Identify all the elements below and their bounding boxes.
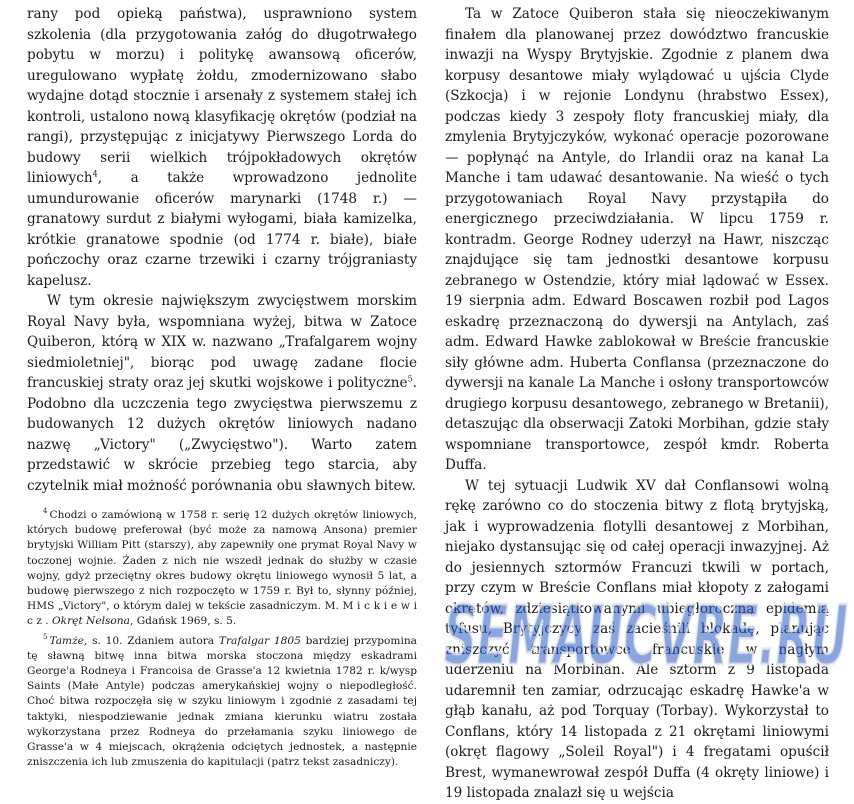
left-para1-end: , a także wprowadzono jednolite umundurowanie oficerów marynarki (1748 r.) — granatowy surdut z białymi wyłogami, biała kamizelka, krótkie granatowe spodnie (od 1774 r. białe), białe pończochy oraz czarne trzewiki i czarny trójgraniasty kapelusz. — [27, 170, 417, 289]
footnotes — [27, 508, 417, 770]
footnote-4-mark: 4 — [43, 507, 48, 516]
footnote-4-text: Chodzi o zamówioną w 1758 r. serię 12 dużych okrętów liniowych, których budowę preferował (być może za namową Ansona) premier brytyjski William Pitt (starszy), aby zapewniły one prymat Royal Navy w toczonej wojnie. Żaden z nich nie wszedł jednak do służby w czasie wojny, gdyż przeciętny okres budowy okrętu liniowego wynosił 5 lat, a budowę pierwszego z nich rozpoczęto w 1759 r. Był to, słynny później, HMS „Victory", o którym dalej w tekście zasadniczym. M. M i c k i e w i c z . — [27, 509, 417, 628]
left-para2-text: W tym okresie największym zwycięstwem morskim Royal Navy była, wspomniana wyżej, bitwa w Zatoce Quiberon, którą w XIX w. nazwano „Trafalgarem wojny siedmioletniej", biorąc pod uwagę zadane flocie francuskiej straty oraz jej skutki wojskowe i polityczne — [27, 293, 417, 391]
right-paragraph-2: W tej sytuacji Ludwik XV dał Conflansowi wolną rękę zarówno co do stoczenia bitwy z flotą brytyjską, jak i wyprowadzenia flotylli desantowej z Morbihan, niejako dystansując się od całej operacji inwazyjnej. Aż do jesiennych sztormów Francuzi tkwili w portach, przy czym w Breście Conflans miał kłopoty z załogami okrętów, zdziesiątkowanymi ubiegłoroczną epidemią tyfusu, Brytyjczycy zaś zacieśnili blokadę, planując zniszczyć transportowce francuskie w nagłym uderzeniu na Morbihan. Ale sztorm z 9 listopada udaremnił ten zamiar, odrzucając eskadrę Hawke'a w głąb kanału, aż pod Torquay (Torbay). Wykorzystał to Conflans, który 14 listopada z 21 okrętami liniowymi (okręt flagowy „Soleil Royal") i 4 fregatami opuścił Brest, wymanewrował zespół Duffa (4 okręty liniowe) i 19 listopada znalazł się u wejścia — [445, 477, 829, 801]
footnote-4-title: Okręt Nelsona — [52, 615, 130, 628]
footnote-ref-5: 5 — [407, 374, 413, 384]
footnote-5-mark: 5 — [43, 633, 48, 642]
left-paragraph-1 — [27, 4, 417, 291]
footnote-5-text2: bardziej przypomina tę sławną bitwę inna bitwa morska stoczona między eskadrami George'a Rodneya i Francoisa de Grasse'a 12 kwietnia 1782 r. k/wysp Saints (Małe Antyle) podczas amerykańskiej wojny o niepodległość. Choć bitwa rozpoczęła się w szyku liniowym i zgodnie z zasadami tej taktyki, niespodziewanie jednak zmiana kierunku wiatru została wykorzystana przez Rodneya do przełamania szyku liniowego de Grasse'a w 4 miejscach, okrążenia odciętych jednostek, a następnie zniszczenia ich lub zmuszenia do kapitulacji (patrz tekst zasadniczy). — [27, 634, 417, 769]
footnote-4-end: , Gdańsk 1969, s. 5. — [129, 615, 237, 628]
footnote-5-title: Trafalgar 1805 — [218, 634, 301, 647]
right-column — [445, 4, 829, 804]
footnote-5-text1: , s. 10. Zdaniem autora — [83, 634, 215, 647]
left-paragraph-2 — [27, 291, 417, 496]
left-column — [27, 4, 417, 774]
footnote-5-ibid: Tamże — [49, 634, 84, 647]
left-para1-text: rany pod opieką państwa), usprawniono system szkolenia (dla przygotowania załóg do długotrwałego pobytu w morzu) i politykę awansową oficerów, uregulowano wypłatę żołdu, zmodernizowano słabo wydajne dotąd stocznie i arsenały z systemem stałej ich kontroli, ustalono nową klasyfikację okrętów (podział na rangi), przystępując z inicjatywy Pierwszego Lorda do budowy serii wielkich trójpokładowych okrętów liniowych — [27, 6, 417, 186]
left-para2-end: . Podobno dla uczczenia tego zwycięstwa pierwszemu z budowanych 12 dużych okrętów liniowych nadano nazwę „Victory" („Zwycięstwo"). Warto zatem przedstawić w skrócie przebieg tego starcia, aby czytelnik miał możność porównania obu sławnych bitew. — [27, 375, 417, 494]
right-paragraph-1: Ta w Zatoce Quiberon stała się nieoczekiwanym finałem dla planowanej przez dowództwo francuskie inwazji na Wyspy Brytyjskie. Zgodnie z planem dwa korpusy desantowe miały wylądować u ujścia Clyde (Szkocja) i w rejonie Londynu (hrabstwo Essex), podczas kiedy 3 zespoły floty francuskiej miały, dla zmylenia Brytyjczyków, wykonać operacje pozorowane — popłynąć na Antyle, do Irlandii oraz na kanał La Manche i tam udawać desantowanie. Na wieść o tych przygotowaniach Royal Navy przystąpiła do energicznego przeciwdziałania. W lipcu 1759 r. kontradm. George Rodney uderzył na Hawr, niszcząc znajdujące się tam jednostki desantowe korpusu zebranego w Ostendzie, który miał lądować w Essex. 19 sierpnia adm. Edward Boscawen rozbił pod Lagos eskadrę przeznaczoną do dywersji na Antylach, zaś adm. Edward Hawke zablokował w Breście francuskie siły główne adm. Huberta Conflansa (przeznaczone do dywersji na kanale La Manche i osłony transportowców drugiego korpusu desantowego, zebranego w Bretanii), detaszując dla obserwacji Zatoki Morbihan, gdzie stały wspomniane transportowce, zespół kmdr. Roberta Duffa. — [445, 6, 829, 473]
footnote-5 — [27, 634, 417, 771]
watermark-text: SEMAUCVRE.RU — [444, 589, 848, 683]
footnote-ref-4: 4 — [92, 169, 98, 179]
footnote-4 — [27, 508, 417, 630]
